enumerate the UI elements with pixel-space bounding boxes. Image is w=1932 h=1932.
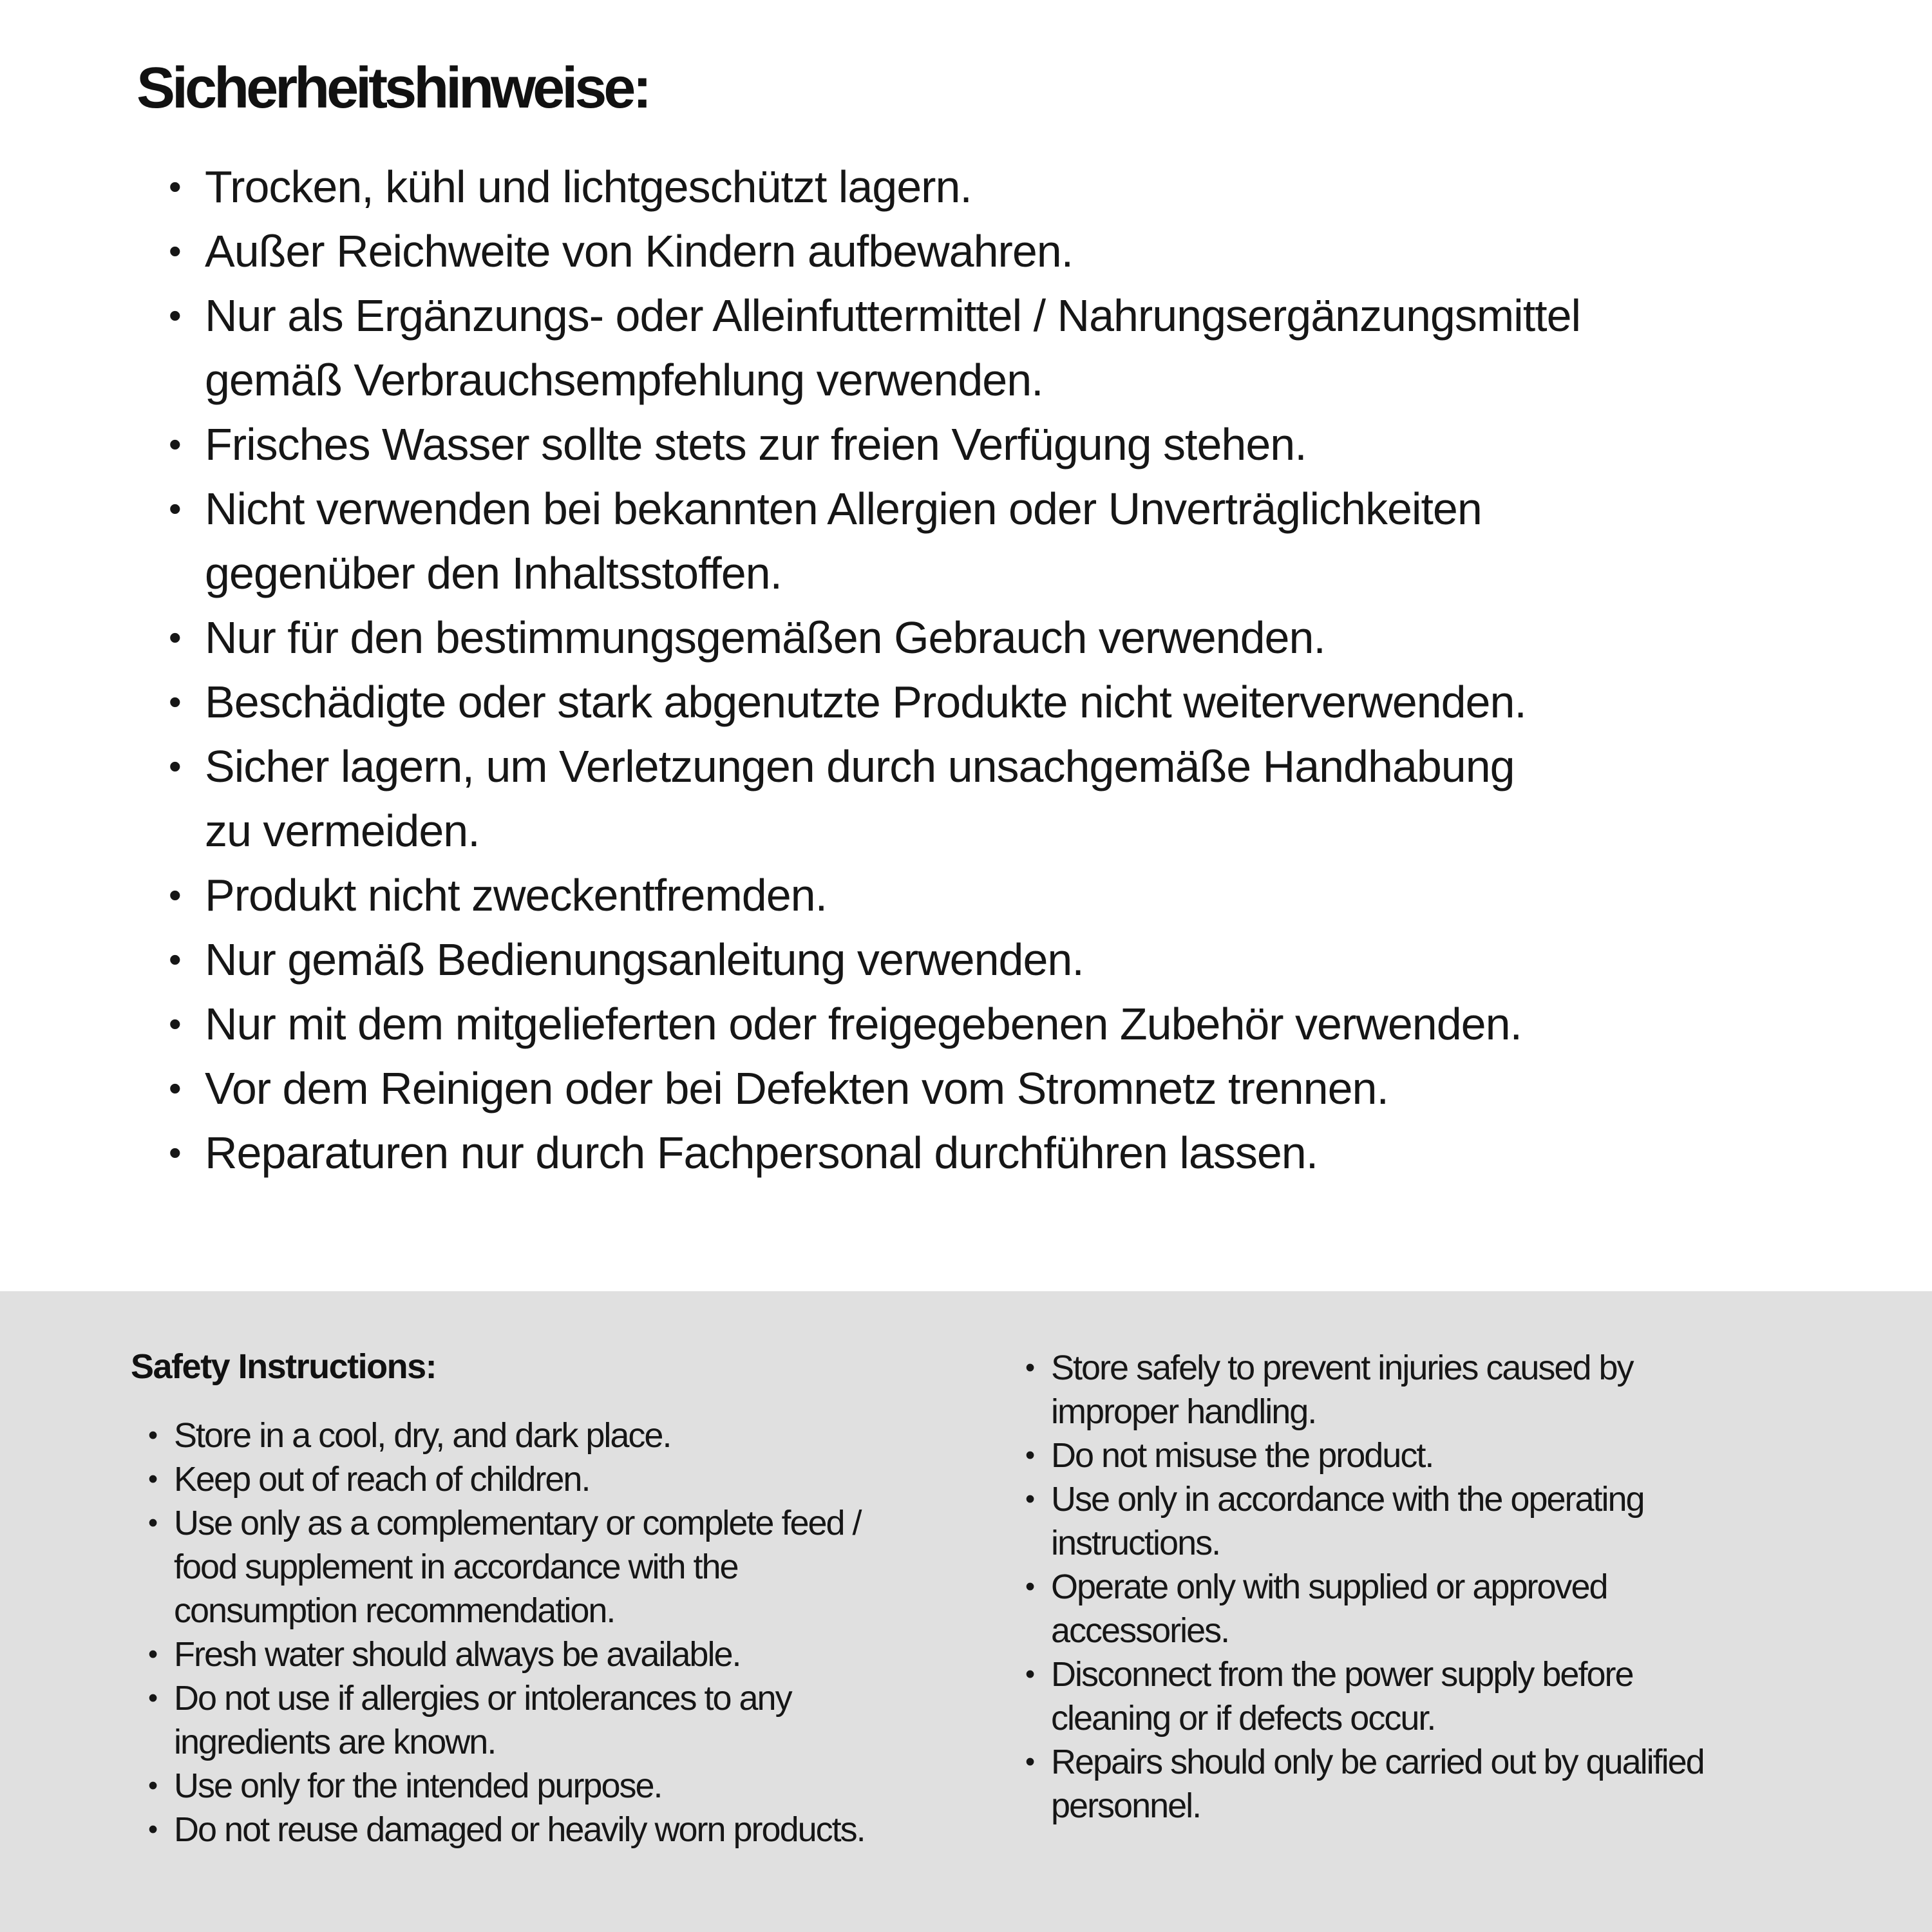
bullet-marker: • bbox=[148, 1508, 157, 1539]
list-item-text: Außer Reichweite von Kindern aufbewahren. bbox=[205, 226, 1074, 276]
list-item bbox=[169, 1056, 1893, 1121]
bullet-marker: • bbox=[148, 1464, 157, 1495]
german-instructions-list bbox=[137, 155, 1893, 1185]
english-left-column bbox=[131, 1291, 1025, 1932]
list-item-text: Store in a cool, dry, and dark place. bbox=[174, 1416, 671, 1455]
list-item bbox=[169, 155, 1893, 219]
bullet-marker: • bbox=[1025, 1484, 1034, 1515]
list-item-text: Reparaturen nur durch Fachpersonal durchführen lassen. bbox=[205, 1128, 1318, 1178]
bullet-marker: • bbox=[169, 166, 181, 207]
english-instructions-list-left bbox=[131, 1414, 1025, 1852]
list-item bbox=[1025, 1565, 1893, 1653]
list-item bbox=[1025, 1477, 1893, 1565]
english-right-column bbox=[1025, 1291, 1893, 1932]
bullet-marker: • bbox=[169, 875, 181, 915]
list-item bbox=[1025, 1346, 1893, 1434]
list-item bbox=[169, 734, 1893, 863]
list-item-text: Use only for the intended purpose. bbox=[174, 1766, 662, 1805]
list-item-text: Keep out of reach of children. bbox=[174, 1460, 590, 1499]
list-item-text: Fresh water should always be available. bbox=[174, 1635, 741, 1674]
list-item-text: Repairs should only be carried out by qualified personnel. bbox=[1051, 1743, 1704, 1825]
list-item bbox=[169, 863, 1893, 927]
english-section bbox=[0, 1291, 1932, 1932]
bullet-marker: • bbox=[1025, 1747, 1034, 1777]
list-item-text: Do not use if allergies or intolerances to any ingredients are known. bbox=[174, 1679, 791, 1761]
bullet-marker: • bbox=[1025, 1352, 1034, 1383]
bullet-marker: • bbox=[169, 939, 181, 980]
list-item-text: Store safely to prevent injuries caused by improper handling. bbox=[1051, 1349, 1633, 1431]
list-item bbox=[148, 1676, 1025, 1764]
bullet-marker: • bbox=[148, 1639, 157, 1670]
bullet-marker: • bbox=[148, 1683, 157, 1714]
list-item bbox=[169, 283, 1893, 412]
list-item-text: Operate only with supplied or approved accessories. bbox=[1051, 1567, 1607, 1650]
bullet-marker: • bbox=[169, 1132, 181, 1173]
list-item-text: Do not reuse damaged or heavily worn products. bbox=[174, 1810, 865, 1849]
bullet-marker: • bbox=[169, 295, 181, 336]
list-item bbox=[148, 1764, 1025, 1808]
list-item-text: Produkt nicht zweckentfremden. bbox=[205, 870, 828, 920]
bullet-marker: • bbox=[169, 746, 181, 786]
list-item-text: Use only as a complementary or complete feed / food supplement in accordance with the consumption recommendation. bbox=[174, 1504, 861, 1630]
bullet-marker: • bbox=[169, 1003, 181, 1044]
english-instructions-list-right bbox=[1025, 1346, 1893, 1828]
bullet-marker: • bbox=[169, 231, 181, 271]
bullet-marker: • bbox=[148, 1770, 157, 1801]
list-item bbox=[148, 1501, 1025, 1633]
bullet-marker: • bbox=[1025, 1659, 1034, 1690]
list-item-text: Sicher lagern, um Verletzungen durch unsachgemäße Handhabung zu vermeiden. bbox=[205, 741, 1515, 856]
bullet-marker: • bbox=[1025, 1440, 1034, 1471]
list-item bbox=[1025, 1740, 1893, 1828]
bullet-marker: • bbox=[169, 617, 181, 658]
bullet-marker: • bbox=[148, 1420, 157, 1451]
list-item bbox=[169, 992, 1893, 1056]
list-item-text: Nur als Ergänzungs- oder Alleinfuttermittel / Nahrungsergänzungsmittel gemäß Verbrauchsempfehlung verwenden. bbox=[205, 290, 1581, 405]
list-item bbox=[169, 1121, 1893, 1185]
list-item bbox=[148, 1457, 1025, 1501]
german-section-title: Sicherheitshinweise: bbox=[137, 56, 649, 120]
list-item-text: Use only in accordance with the operating instructions. bbox=[1051, 1480, 1644, 1562]
bullet-marker: • bbox=[148, 1814, 157, 1845]
list-item bbox=[1025, 1434, 1893, 1477]
list-item bbox=[169, 605, 1893, 670]
bullet-marker: • bbox=[1025, 1571, 1034, 1602]
bullet-marker: • bbox=[169, 424, 181, 464]
bullet-marker: • bbox=[169, 488, 181, 529]
list-item bbox=[148, 1808, 1025, 1852]
bullet-marker: • bbox=[169, 1068, 181, 1108]
english-section-heading: Safety Instructions: bbox=[131, 1347, 437, 1386]
list-item-text: Disconnect from the power supply before cleaning or if defects occur. bbox=[1051, 1655, 1633, 1738]
list-item-text: Do not misuse the product. bbox=[1051, 1436, 1434, 1475]
list-item bbox=[169, 219, 1893, 283]
list-item-text: Trocken, kühl und lichtgeschützt lagern. bbox=[205, 162, 972, 212]
list-item-text: Nur mit dem mitgelieferten oder freigegebenen Zubehör verwenden. bbox=[205, 999, 1522, 1049]
list-item bbox=[169, 670, 1893, 734]
list-item-text: Frisches Wasser sollte stets zur freien Verfügung stehen. bbox=[205, 419, 1307, 469]
bullet-marker: • bbox=[169, 681, 181, 722]
list-item bbox=[169, 477, 1893, 605]
list-item bbox=[148, 1414, 1025, 1457]
list-item bbox=[169, 412, 1893, 477]
list-item-text: Nur gemäß Bedienungsanleitung verwenden. bbox=[205, 934, 1084, 985]
list-item-text: Nicht verwenden bei bekannten Allergien oder Unverträglichkeiten gegenüber den Inhaltsstoffen. bbox=[205, 484, 1482, 598]
list-item-text: Nur für den bestimmungsgemäßen Gebrauch verwenden. bbox=[205, 612, 1325, 663]
list-item bbox=[169, 927, 1893, 992]
list-item-text: Vor dem Reinigen oder bei Defekten vom Stromnetz trennen. bbox=[205, 1063, 1388, 1113]
list-item bbox=[148, 1633, 1025, 1676]
list-item bbox=[1025, 1653, 1893, 1740]
list-item-text: Beschädigte oder stark abgenutzte Produkte nicht weiterverwenden. bbox=[205, 677, 1526, 727]
